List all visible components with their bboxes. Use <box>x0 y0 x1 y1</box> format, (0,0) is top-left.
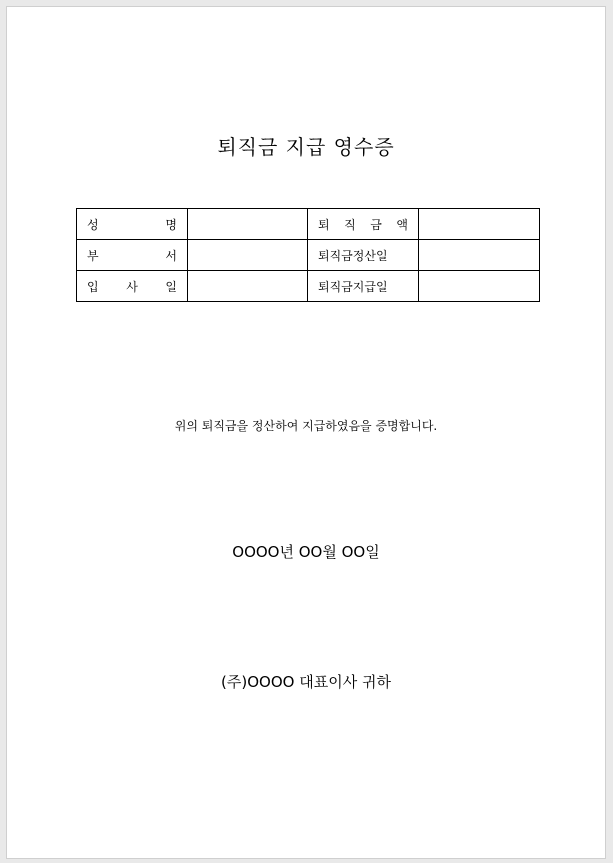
table-row <box>77 209 540 240</box>
table-row <box>77 271 540 302</box>
label-payment-date: 퇴직금지급일 <box>308 271 419 302</box>
label-char: 직 <box>344 217 356 232</box>
label-hire-date <box>77 271 188 302</box>
label-char: 입 <box>87 279 99 294</box>
issue-date: OOOO년 OO월 OO일 <box>232 543 380 561</box>
info-table <box>76 208 540 302</box>
label-char: 액 <box>396 217 408 232</box>
document-title: 퇴직금 지급 영수증 <box>217 135 395 159</box>
value-hire-date <box>188 271 308 302</box>
label-char: 금 <box>370 217 382 232</box>
label-name <box>77 209 188 240</box>
table-row <box>77 240 540 271</box>
addressee: (주)OOOO 대표이사 귀하 <box>221 673 391 691</box>
label-char: 일 <box>165 279 177 294</box>
value-settlement-date <box>419 240 540 271</box>
document-page <box>6 6 606 859</box>
value-name <box>188 209 308 240</box>
label-department <box>77 240 188 271</box>
label-char: 성 <box>87 217 99 232</box>
value-severance-amount <box>419 209 540 240</box>
label-char: 사 <box>126 279 138 294</box>
label-severance-amount <box>308 209 419 240</box>
label-char: 부 <box>87 248 99 263</box>
label-char: 명 <box>165 217 177 232</box>
value-department <box>188 240 308 271</box>
certification-text: 위의 퇴직금을 정산하여 지급하였음을 증명합니다. <box>174 419 438 433</box>
label-char: 서 <box>165 248 177 263</box>
value-payment-date <box>419 271 540 302</box>
label-settlement-date: 퇴직금정산일 <box>308 240 419 271</box>
label-char: 퇴 <box>318 217 330 232</box>
